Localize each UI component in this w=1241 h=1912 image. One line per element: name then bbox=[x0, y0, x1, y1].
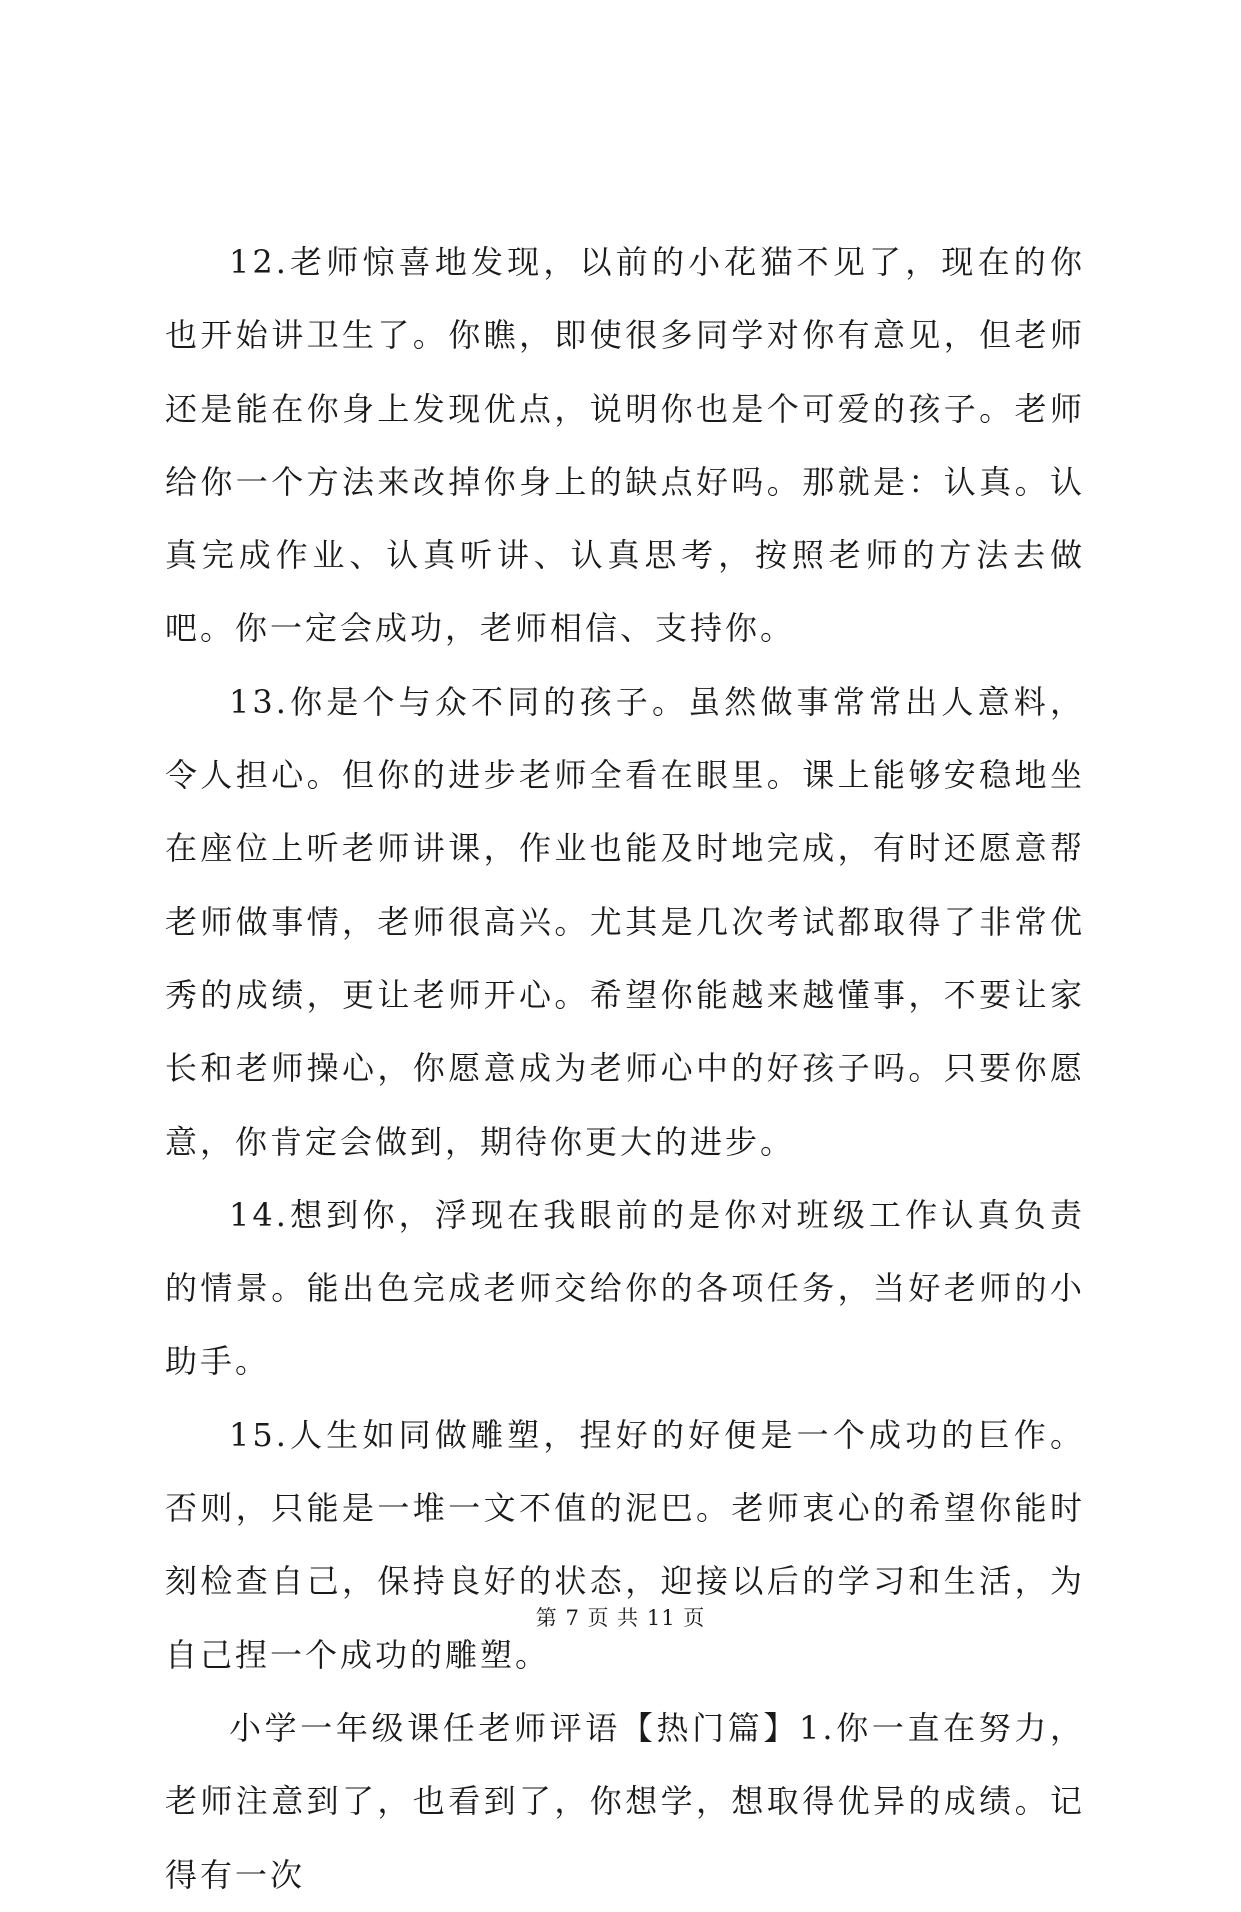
paragraph-15: 15.人生如同做雕塑，捏好的好便是一个成功的巨作。否则，只能是一堆一文不值的泥巴。老师衷心的希望你能时刻检查自己，保持良好的状态，迎接以后的学习和生活，为自己捏一个成功的雕塑。 bbox=[165, 1415, 1085, 1674]
page-number-footer: 第 7 页 共 11 页 bbox=[535, 1606, 706, 1630]
document-body bbox=[165, 226, 1085, 1912]
paragraph-14: 14.想到你，浮现在我眼前的是你对班级工作认真负责的情景。能出色完成老师交给你的各项任务，当好老师的小助手。 bbox=[165, 1195, 1085, 1381]
paragraph-12: 12.老师惊喜地发现，以前的小花猫不见了，现在的你也开始讲卫生了。你瞧，即使很多同学对你有意见，但老师还是能在你身上发现优点，说明你也是个可爱的孩子。老师给你一个方法来改掉你身上的缺点好吗。那就是：认真。认真完成作业、认真听讲、认真思考，按照老师的方法去做吧。你一定会成功，老师相信、支持你。 bbox=[165, 243, 1085, 648]
paragraph-hot-section: 小学一年级课任老师评语【热门篇】1.你一直在努力，老师注意到了，也看到了，你想学，想取得优异的成绩。记得有一次 bbox=[165, 1708, 1085, 1894]
paragraph-13: 13.你是个与众不同的孩子。虽然做事常常出人意料，令人担心。但你的进步老师全看在眼里。课上能够安稳地坐在座位上听老师讲课，作业也能及时地完成，有时还愿意帮老师做事情，老师很高兴。尤其是几次考试都取得了非常优秀的成绩，更让老师开心。希望你能越来越懂事，不要让家长和老师操心，你愿意成为老师心中的好孩子吗。只要你愿意，你肯定会做到，期待你更大的进步。 bbox=[165, 682, 1085, 1161]
